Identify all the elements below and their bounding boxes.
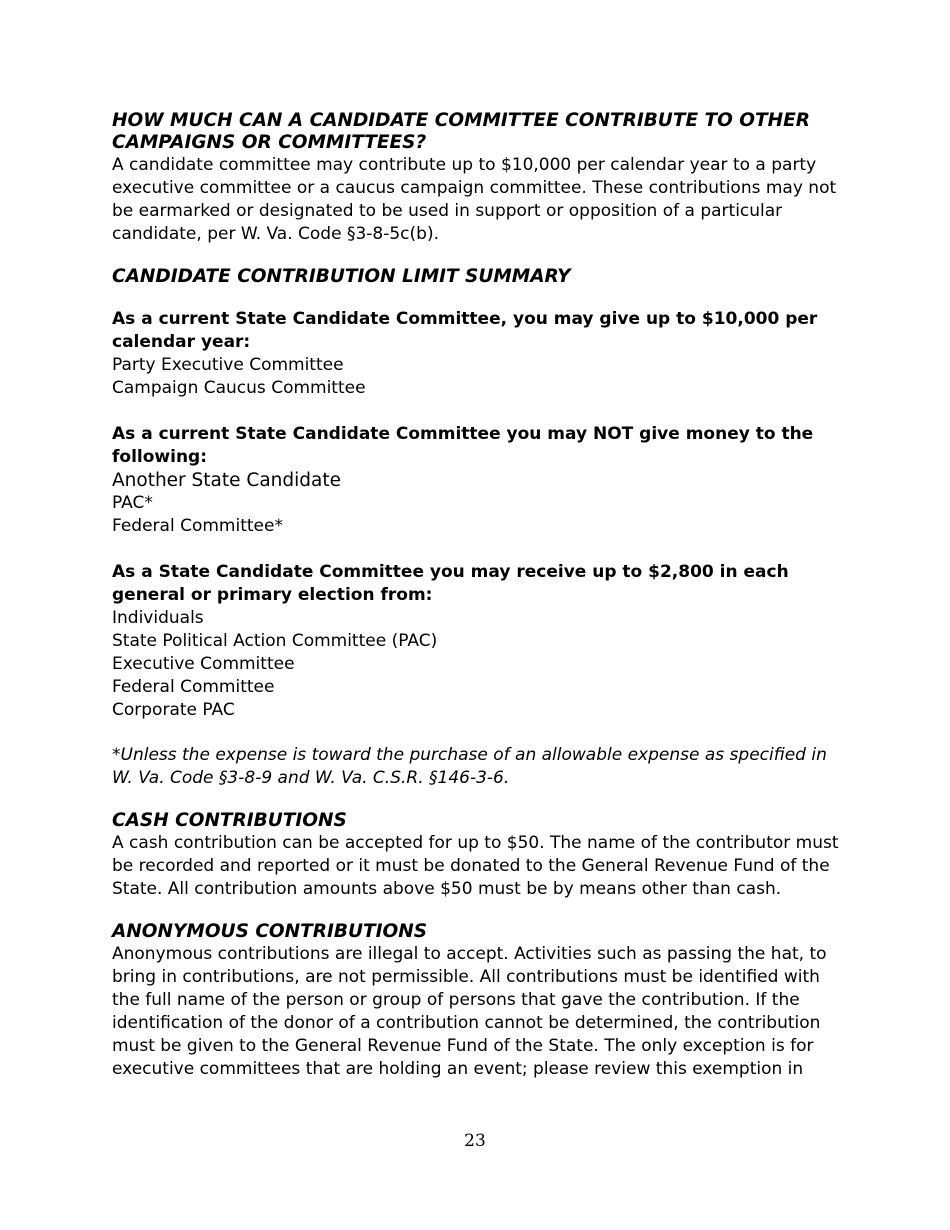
section-heading-anonymous-contributions: ANONYMOUS CONTRIBUTIONS xyxy=(112,921,428,942)
not-give-list xyxy=(112,469,847,538)
list-item: Party Executive Committee xyxy=(112,355,344,375)
section-heading-limit-summary: CANDIDATE CONTRIBUTION LIMIT SUMMARY xyxy=(112,266,571,287)
footnote-star: * xyxy=(112,745,121,765)
footnote xyxy=(112,744,847,790)
not-give-title: As a current State Candidate Committee you may NOT give money to the following: xyxy=(112,424,814,467)
footnote-text: Unless the expense is toward the purchase of an allowable expense as specified in W. Va. Code §3-8-9 and W. Va. C.S.R. §146-3-6. xyxy=(112,745,827,788)
list-item: Corporate PAC xyxy=(112,700,235,720)
give-limit-list xyxy=(112,354,847,400)
page-number: 23 xyxy=(464,1131,486,1151)
section-heading-committee-contributions: HOW MUCH CAN A CANDIDATE COMMITTEE CONTRIBUTE TO OTHER CAMPAIGNS OR COMMITTEES? xyxy=(112,110,811,153)
list-item: PAC* xyxy=(112,493,153,513)
section-heading-cash-contributions: CASH CONTRIBUTIONS xyxy=(112,810,347,831)
list-item: Federal Committee xyxy=(112,677,275,697)
list-item: Another State Candidate xyxy=(112,470,341,491)
list-item: Executive Committee xyxy=(112,654,295,674)
receive-limit-title: As a State Candidate Committee you may receive up to $2,800 in each general or primary election from: xyxy=(112,562,789,605)
receive-limit-list xyxy=(112,607,847,722)
committee-contributions-text: A candidate committee may contribute up to $10,000 per calendar year to a party executive committee or a caucus campaign committee. These contributions may not be earmarked or designated to be used in support or opposition of a particular candidate, per W. Va. Code §3-8-5c(b). xyxy=(112,155,837,244)
document-page xyxy=(112,110,847,1081)
list-item: Individuals xyxy=(112,608,204,628)
cash-contributions-text: A cash contribution can be accepted for up to $50. The name of the contributor must be recorded and reported or it must be donated to the General Revenue Fund of the State. All contribution amounts above $50 must be by means other than cash. xyxy=(112,833,839,899)
anonymous-contributions-text: Anonymous contributions are illegal to accept. Activities such as passing the hat, to bring in contributions, are not permissible. All contributions must be identified with the full name of the person or group of persons that gave the contribution. If the identification of the donor of a contribution cannot be determined, the contribution must be given to the General Revenue Fund of the State. The only exception is for executive committees that are holding an event; please review this exemption in xyxy=(112,944,827,1079)
list-item: State Political Action Committee (PAC) xyxy=(112,631,438,651)
list-item: Campaign Caucus Committee xyxy=(112,378,366,398)
list-item: Federal Committee* xyxy=(112,516,283,536)
give-limit-title: As a current State Candidate Committee, you may give up to $10,000 per calendar year: xyxy=(112,309,818,352)
